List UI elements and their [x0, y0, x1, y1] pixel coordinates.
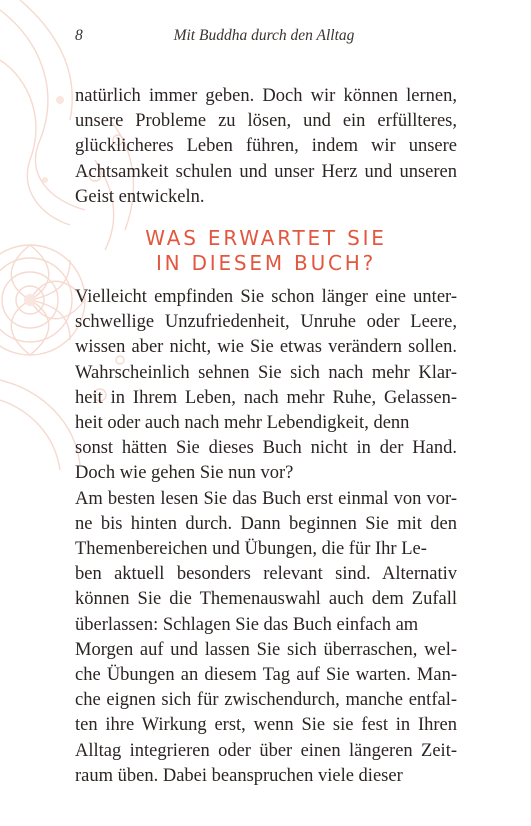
text-line: Achtsamkeit schulen und unser Herz und unseren	[75, 161, 457, 182]
text-line: heit in Ihrem Leben, nach mehr Ruhe, Gelassen-	[75, 387, 457, 408]
text-line: ben aktuell besonders relevant sind. Alternativ	[75, 564, 457, 585]
intro-paragraph	[75, 84, 457, 210]
section-heading	[75, 226, 457, 276]
running-header	[75, 27, 453, 49]
text-line: natürlich immer geben. Doch wir können lernen,	[75, 86, 457, 106]
text-line: Vielleicht empfinden Sie schon länger eine unter-	[75, 287, 457, 307]
text-line: Geist entwickeln.	[75, 186, 205, 207]
text-line: können Sie die Themenauswahl auch dem Zufall	[75, 589, 457, 610]
text-line: glücklicheres Leben führen, indem wir unsere	[75, 136, 457, 157]
text-line: überlassen: Schlagen Sie das Buch einfach am	[75, 614, 419, 635]
text-line: Wahrscheinlich sehnen Sie sich nach mehr Klar-	[75, 362, 457, 383]
text-line: Doch wie gehen Sie nun vor?	[75, 463, 294, 484]
text-line: che Übungen an diesem Tag auf Sie warten. Man-	[75, 665, 457, 686]
text-line: heit oder auch nach mehr Lebendigkeit, denn	[75, 413, 410, 434]
text-line: Themenbereichen und Übungen, die für Ihr Le-	[75, 539, 427, 560]
text-line: raum üben. Dabei beanspruchen viele dieser	[75, 765, 403, 786]
text-line: Alltag integrieren oder über einen längeren Zeit-	[75, 740, 457, 761]
text-line: schwellige Unzufriedenheit, Unruhe oder Leere,	[75, 312, 457, 333]
text-line: ne bis hinten durch. Dann beginnen Sie mit den	[75, 513, 457, 534]
running-title: Mit Buddha durch den Alltag	[173, 27, 355, 44]
text-line: Am besten lesen Sie das Buch erst einmal von vor-	[75, 488, 457, 509]
text-line: Morgen auf und lassen Sie sich überraschen, wel-	[75, 639, 457, 660]
text-line: sonst hätten Sie dieses Buch nicht in der Hand.	[75, 438, 457, 459]
page-number: 8	[75, 27, 83, 44]
text-line: unsere Probleme zu lösen, und ein erfüllteres,	[75, 111, 457, 132]
section-heading-line-1: WAS ERWARTET SIE	[145, 226, 387, 250]
body-paragraphs	[75, 285, 457, 789]
text-line: wissen aber nicht, wie Sie etwas verändern sollen.	[75, 337, 457, 358]
text-line: che eignen sich für zwischendurch, manche entfal-	[75, 690, 457, 711]
text-line: ten ihre Wirkung erst, wenn Sie sie fest in Ihren	[75, 715, 457, 736]
section-heading-line-2: IN DIESEM BUCH?	[155, 251, 377, 275]
